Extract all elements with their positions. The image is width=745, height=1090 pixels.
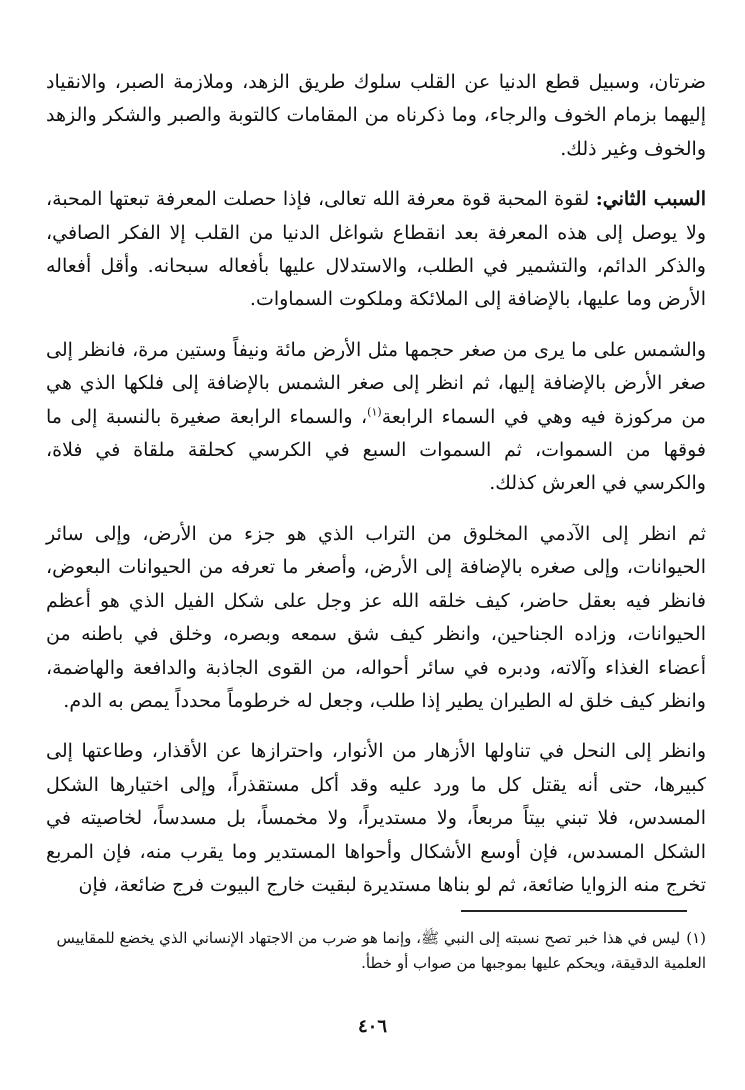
footnote-divider [461, 910, 687, 912]
main-text [46, 66, 706, 919]
page-number: ٤٠٦ [357, 1016, 387, 1037]
footnote-marker: (١) [686, 929, 706, 947]
footnote-reference[interactable]: (١) [367, 405, 382, 419]
paragraph-1: ضرتان، وسبيل قطع الدنيا عن القلب سلوك طريق الزهد، وملازمة الصبر، والانقياد إليهما بزمام الخوف والرجاء، وما ذكرناه من المقامات كالتوبة والصبر والشكر والزهد والخوف وغير ذلك. [46, 71, 706, 160]
footnote-1 [46, 926, 706, 976]
paragraph-3-text-before: والشمس على ما يرى من صغر حجمها مثل الأرض مائة ونيفاً وستين مرة، فانظر إلى صغر الأرض بالإضافة إليها، ثم انظر إلى صغر الشمس بالإضافة إلى فلكها الذي هي من مركوزة فيه وهي في السماء الرابعة [46, 338, 706, 428]
paragraph-2 [46, 183, 706, 317]
paragraph-4: ثم انظر إلى الآدمي المخلوق من التراب الذي هو جزء من الأرض، وإلى سائر الحيوانات، وإلى صغره بالإضافة إلى الأرض، وأصغر ما تعرفه من الحيوانات البعوض، فانظر فيه بعقل حاضر، كيف خلقه الله عز وجل على شكل الفيل الذي هو أعظم الحيوانات، وزاده الجناحين، وانظر كيف شق سمعه وبصره، وخلق في باطنه من أعضاء الغذاء وآلاته، ودبره في سائر أحواله، من القوى الجاذبة والدافعة والهاضمة، وانظر كيف خلق له الطيران يطير إذا طلب، وجعل له خرطوماً محدداً يمص به الدم. [46, 522, 706, 712]
section-lead: السبب الثاني: [595, 188, 706, 211]
paragraph-2-text: لقوة المحبة قوة معرفة الله تعالى، فإذا حصلت المعرفة تبعتها المحبة، ولا يوصل إلى هذه المعرفة بعد انقطاع شواغل الدنيا من القلب إلا الفكر الصافي، والذكر الدائم، والتشمير في الطلب، والاستدلال عليها بأفعاله سبحانه. وأقل أفعاله الأرض وما عليها، بالإضافة إلى الملائكة وملكوت السماوات. [46, 188, 706, 311]
footnote-text: ليس في هذا خبر تصح نسبته إلى النبي ﷺ، وإنما هو ضرب من الاجتهاد الإنساني الذي يخضع للمقاييس العلمية الدقيقة، ويحكم عليها بموجبها من صواب أو خطأ. [56, 929, 706, 972]
footnotes [46, 926, 706, 976]
paragraph-3-text-after: ، والسماء الرابعة صغيرة بالنسبة إلى ما فوقها من السموات، ثم السموات السبع في الكرسي كحلقة ملقاة في فلاة، والكرسي في العرش كذلك. [46, 405, 706, 495]
paragraph-3 [46, 334, 706, 501]
paragraph-5: وانظر إلى النحل في تناولها الأزهار من الأنوار، واحترازها عن الأقذار، وطاعتها إلى كبيرها، حتى أنه يقتل كل ما ورد عليه وقد أكل مستقذراً، وإلى اختيارها الشكل المسدس، فلا تبني بيتاً مربعاً، ولا مستديراً، ولا مخمساً، بل مسدساً، لخاصيته في الشكل المسدس، فإن أوسع الأشكال وأحواها المستدير وما يقرب منه، فإن المربع تخرج منه الزوايا ضائعة، ثم لو بناها مستديرة لبقيت خارج البيوت فرج ضائعة، فإن [46, 740, 706, 896]
